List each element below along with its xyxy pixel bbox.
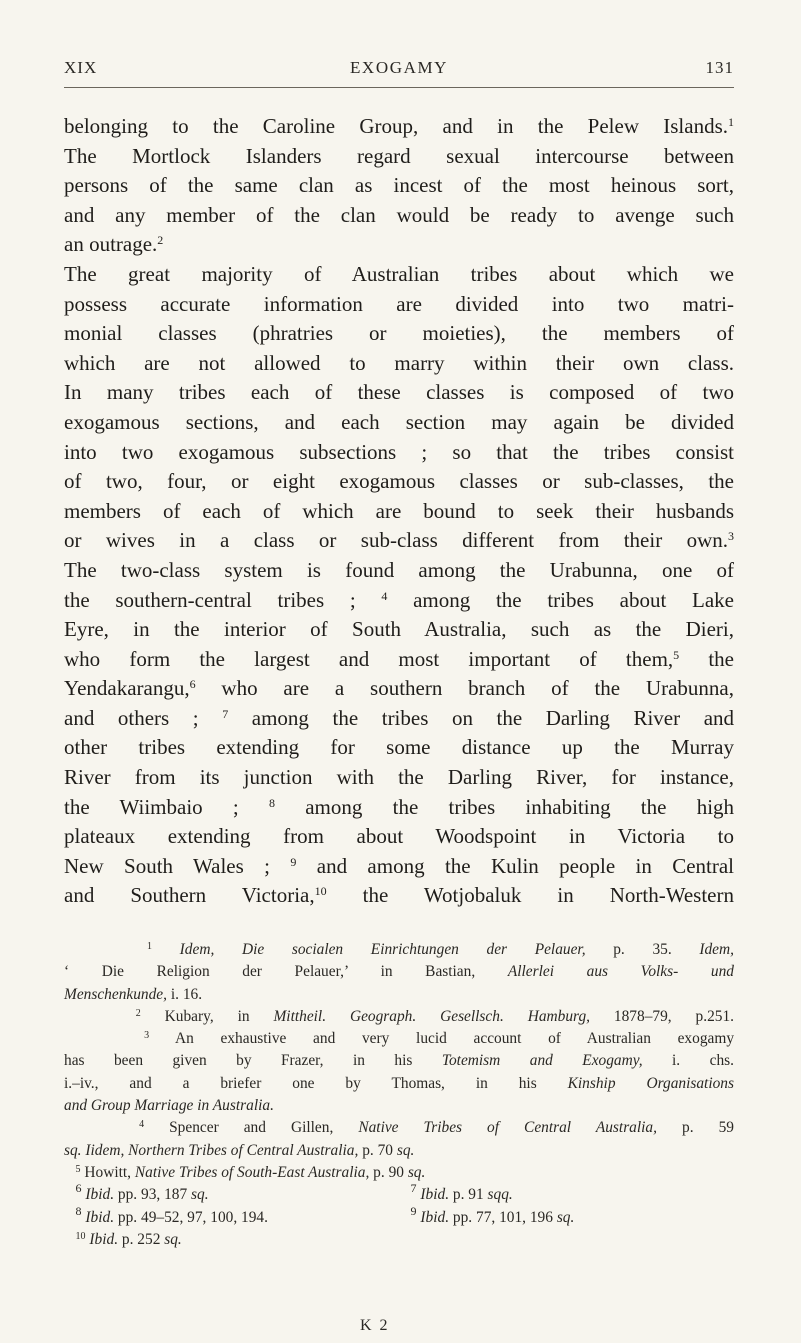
body-line: other tribes extending for some distance up the Murray: [64, 735, 734, 760]
body-line: New South Wales ; $^9$ and among the Kulin people in Central: [64, 853, 735, 878]
header-rule: [64, 87, 734, 88]
body-line: In many tribes each of these classes is composed of two: [64, 380, 734, 405]
footnote-4: $^4$ Spencer and Gillen, Native Tribes of Central Australia, p. 59: [139, 1119, 734, 1137]
footnote-9: $^9$ Ibid. pp. 77, 101, 196 sq.: [410, 1203, 575, 1226]
page-number: 131: [705, 58, 734, 77]
body-line: exogamous sections, and each section may again be divided: [64, 409, 734, 434]
body-line: members of each of which are bound to seek their husbands: [64, 498, 734, 523]
body-line: who form the largest and most important of them,$^5$ the: [64, 646, 734, 671]
body-line: and Southern Victoria,$^{10}$ the Wotjobaluk in North-Western: [64, 883, 734, 908]
footnote-ref: 7: [222, 706, 229, 721]
footnote-pair: [64, 1203, 734, 1229]
footnote-7: $^7$ Ibid. p. 91 sqq.: [410, 1181, 513, 1204]
body-line: into two exogamous subsections ; so that the tribes consist: [64, 439, 734, 464]
footnote-ref: 6: [189, 677, 196, 692]
body-line: plateaux extending from about Woodspoint in Victoria to: [64, 824, 734, 849]
body-line: belonging to the Caroline Group, and in the Pelew Islands.$^1$: [64, 114, 734, 138]
body-line: possess accurate information are divided into two matri-: [64, 291, 734, 316]
footnote-2: $^2$ Kubary, in Mittheil. Geograph. Gesellsch. Hamburg, 1878–79, p.251.: [135, 1007, 735, 1025]
signature-mark: K 2: [360, 1317, 390, 1334]
footnote-3-cont: and Group Marriage in Australia.: [64, 1097, 274, 1115]
body-line: or wives in a class or sub-class different from their own.$^3$: [64, 528, 734, 553]
footnotes: [64, 939, 734, 1251]
body-text: [64, 112, 734, 911]
footnote-5: $^5$ Howitt, Native Tribes of South-East Australia, p. 90 sq.: [75, 1163, 426, 1181]
footnote-1-cont: Menschenkunde, i. 16.: [64, 985, 203, 1003]
footnote-ref: 2: [157, 233, 164, 248]
footnote-ref: 9: [290, 854, 297, 869]
footnote-1-cont: ‘ Die Religion der Pelauer,’ in Bastian, Allerlei aus Volks- und: [64, 963, 734, 981]
footnote-ref: 8: [268, 795, 275, 810]
running-title: EXOGAMY: [349, 58, 449, 77]
body-line: and any member of the clan would be ready to avenge such: [64, 202, 734, 227]
footnote-6: $^6$ Ibid. pp. 93, 187 sq.: [75, 1181, 209, 1204]
footnote-8: $^8$ Ibid. pp. 49–52, 97, 100, 194.: [75, 1203, 268, 1226]
body-line: The great majority of Australian tribes about which we: [64, 261, 734, 286]
body-line: monial classes (phratries or moieties), the members of: [64, 321, 734, 346]
body-line: and others ; $^7$ among the tribes on the Darling River and: [64, 705, 735, 730]
body-line: the Wiimbaio ; $^8$ among the tribes inhabiting the high: [64, 794, 735, 819]
body-line: of two, four, or eight exogamous classes or sub-classes, the: [64, 469, 734, 494]
footnote-10: $^{10}$ Ibid. p. 252 sq.: [75, 1230, 182, 1248]
body-line: persons of the same clan as incest of the most heinous sort,: [64, 173, 734, 198]
footnote-ref: 4: [381, 588, 388, 603]
footnote-4-cont: sq. Iidem, Northern Tribes of Central Australia, p. 70 sq.: [64, 1141, 415, 1159]
footnote-3: $^3$ An exhaustive and very lucid account of Australian exogamy: [144, 1030, 735, 1048]
footnote-3-cont: i.–iv., and a briefer one by Thomas, in his Kinship Organisations: [64, 1074, 734, 1092]
footnote-pair: [64, 1181, 734, 1206]
body-line: an outrage.$^2$: [64, 232, 164, 257]
body-line: Yendakarangu,$^6$ who are a southern branch of the Urabunna,: [64, 676, 734, 701]
body-line: the southern-central tribes ; $^4$ among the tribes about Lake: [64, 587, 735, 612]
body-line: The Mortlock Islanders regard sexual intercourse between: [64, 143, 734, 168]
chapter-number: XIX: [64, 58, 98, 77]
body-line: Eyre, in the interior of South Australia, such as the Dieri,: [64, 617, 734, 642]
footnote-ref: 10: [314, 884, 327, 899]
footnote-1: $^1$ Idem, Die socialen Einrichtungen der Pelauer, p. 35. Idem,: [147, 941, 734, 958]
footnote-3-cont: has been given by Frazer, in his Totemism and Exogamy, i. chs.: [64, 1052, 734, 1070]
body-line: The two-class system is found among the Urabunna, one of: [64, 557, 734, 582]
body-line: which are not allowed to marry within their own class.: [64, 350, 734, 375]
footnote-ref: 5: [673, 647, 680, 662]
body-line: River from its junction with the Darling River, for instance,: [64, 765, 734, 790]
footnote-ref: 3: [728, 529, 734, 544]
footnote-ref: 1: [728, 115, 734, 129]
